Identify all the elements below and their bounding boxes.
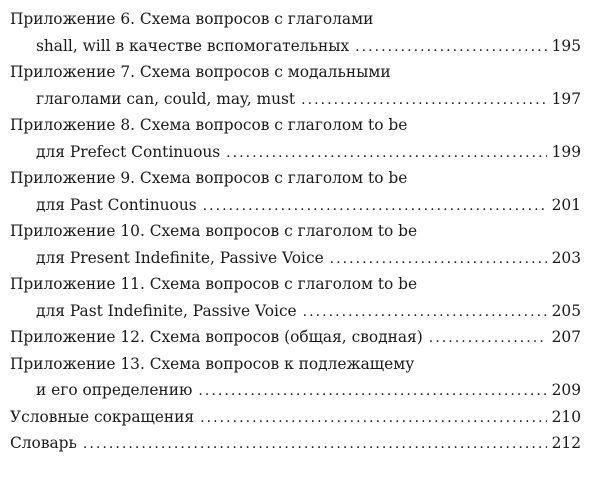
dot-leader bbox=[429, 325, 547, 351]
toc-entry[interactable] bbox=[10, 351, 581, 404]
toc-entry[interactable] bbox=[10, 112, 581, 165]
toc-entry-title: Приложение 8. Схема вопросов с глаголом to be bbox=[10, 116, 408, 134]
toc-entry-title: Приложение 12. Схема вопросов (общая, сводная) bbox=[10, 328, 423, 346]
toc-entry-title-continuation: для Prefect Continuous bbox=[36, 142, 221, 161]
dot-leader bbox=[200, 405, 547, 431]
toc-entry-title: Условные сокращения bbox=[10, 407, 195, 426]
toc-entry[interactable] bbox=[10, 6, 581, 59]
toc-entry-title-continuation: для Past Indefinite, Passive Voice bbox=[36, 301, 297, 320]
toc-entry-title-continuation: для Present Indefinite, Passive Voice bbox=[36, 248, 324, 267]
toc-entry-title: Словарь bbox=[10, 434, 77, 452]
toc-entry-title: Приложение 9. Схема вопросов с глаголом to be bbox=[10, 169, 408, 187]
toc-entry-title: Приложение 6. Схема вопросов с глаголами bbox=[10, 10, 374, 28]
dot-leader bbox=[226, 140, 547, 166]
dot-leader bbox=[301, 87, 547, 113]
table-of-contents bbox=[10, 6, 581, 457]
dot-leader bbox=[198, 378, 547, 404]
toc-entry-title: Приложение 7. Схема вопросов с модальными bbox=[10, 63, 391, 81]
toc-entry-title: Приложение 10. Схема вопросов с глаголом to be bbox=[10, 222, 418, 240]
toc-page-number: 197 bbox=[551, 89, 581, 108]
toc-page-number: 201 bbox=[551, 195, 581, 214]
toc-page-number: 195 bbox=[551, 36, 581, 55]
dot-leader bbox=[83, 431, 547, 457]
toc-page-number: 212 bbox=[551, 434, 581, 452]
dot-leader bbox=[330, 246, 547, 272]
toc-entry-title-continuation: shall, will в качестве вспомогательных bbox=[36, 36, 350, 55]
toc-page-number: 199 bbox=[551, 142, 581, 161]
dot-leader bbox=[303, 299, 547, 325]
toc-entry[interactable] bbox=[10, 404, 581, 431]
dot-leader bbox=[203, 193, 547, 219]
toc-page-number: 207 bbox=[551, 328, 581, 346]
toc-page-number: 209 bbox=[551, 381, 581, 399]
toc-entry[interactable] bbox=[10, 59, 581, 112]
toc-entry-title: Приложение 11. Схема вопросов с глаголом to be bbox=[10, 275, 418, 293]
toc-entry[interactable] bbox=[10, 324, 581, 351]
toc-entry-title-continuation: глаголами can, could, may, must bbox=[36, 89, 296, 108]
toc-page-number: 205 bbox=[551, 301, 581, 320]
toc-entry[interactable] bbox=[10, 218, 581, 271]
toc-entry-title-continuation: и его определению bbox=[36, 381, 193, 399]
toc-entry-title-continuation: для Past Continuous bbox=[36, 195, 197, 214]
dot-leader bbox=[355, 34, 547, 60]
toc-entry[interactable] bbox=[10, 430, 581, 457]
toc-entry-title: Приложение 13. Схема вопросов к подлежащему bbox=[10, 354, 415, 373]
toc-page-number: 210 bbox=[551, 407, 581, 426]
toc-page-number: 203 bbox=[551, 248, 581, 267]
toc-entry[interactable] bbox=[10, 271, 581, 324]
toc-entry[interactable] bbox=[10, 165, 581, 218]
